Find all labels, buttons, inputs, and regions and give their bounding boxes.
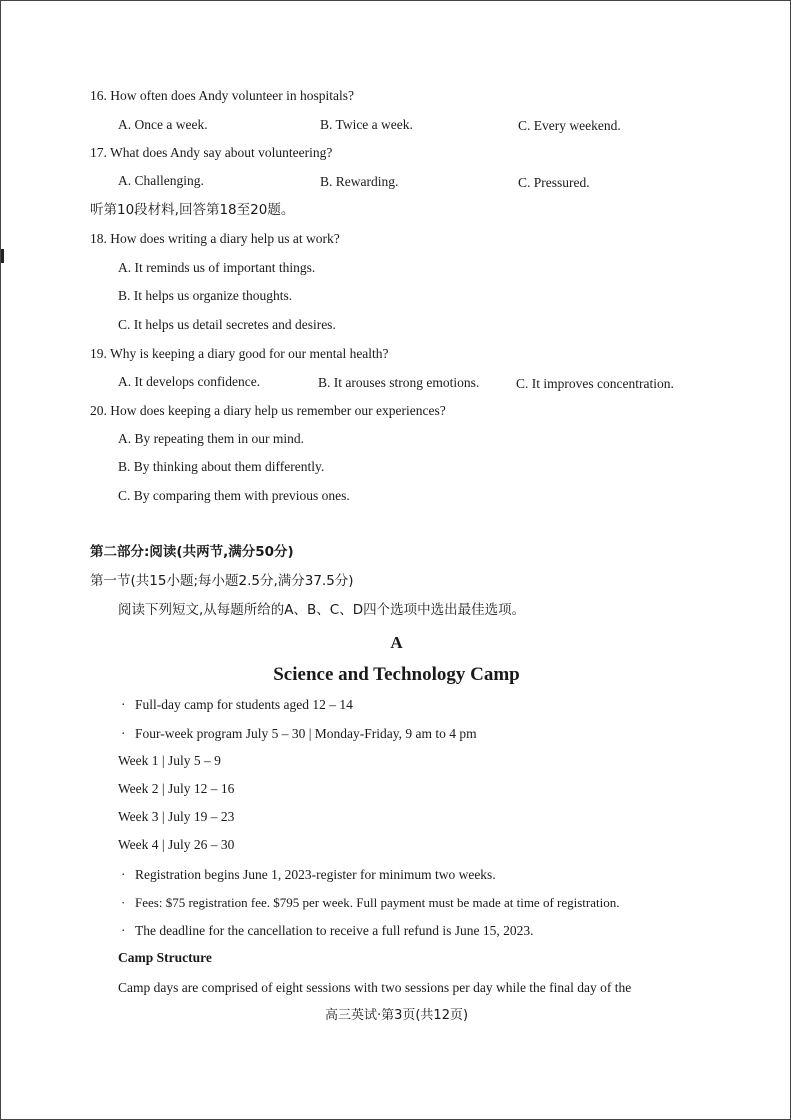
week-schedule-item: Week 2 | July 12 – 16 [118, 781, 235, 796]
week-schedule-item: Week 1 | July 5 – 9 [118, 753, 221, 768]
bullet-text: Full-day camp for students aged 12 – 14 [135, 697, 353, 712]
question-19-option-a: A. It develops confidence. [118, 374, 261, 389]
question-19-option-c: C. It improves concentration. [516, 376, 674, 391]
bullet-text: Four-week program July 5 – 30 | Monday-Friday, 9 am to 4 pm [135, 726, 477, 741]
question-20-option-b: B. By thinking about them differently. [118, 459, 325, 474]
question-17-option-b: B. Rewarding. [320, 174, 399, 189]
question-16-option-a: A. Once a week. [118, 117, 208, 132]
bullet-dot: · [121, 923, 126, 938]
week-schedule-item: Week 3 | July 19 – 23 [118, 809, 235, 824]
bullet-text: The deadline for the cancellation to receive a full refund is June 15, 2023. [135, 923, 534, 938]
bullet-dot: · [121, 867, 126, 882]
bullet-dot: · [121, 697, 126, 712]
part-2-section-1-heading: 第一节(共15小题;每小题2.5分,满分37.5分) [90, 573, 354, 589]
bullet-item [121, 922, 533, 940]
listening-section-10-instruction: 听第10段材料,回答第18至20题。 [90, 202, 295, 218]
camp-structure-heading: Camp Structure [118, 950, 212, 965]
question-20-option-c: C. By comparing them with previous ones. [118, 488, 350, 503]
question-18-option-c: C. It helps us detail secretes and desires. [118, 317, 336, 332]
question-16-option-b: B. Twice a week. [320, 117, 413, 132]
passage-title: Science and Technology Camp [273, 664, 520, 685]
bullet-text: Fees: $75 registration fee. $795 per week. Full payment must be made at time of registration. [135, 895, 620, 910]
question-18-stem: 18. How does writing a diary help us at work? [90, 231, 340, 246]
bullet-item [121, 894, 620, 912]
question-17-option-a: A. Challenging. [118, 173, 204, 188]
page-footer: 高三英试·第3页(共12页) [324, 1008, 469, 1023]
question-19-option-b: B. It arouses strong emotions. [318, 375, 480, 390]
question-18-option-b: B. It helps us organize thoughts. [118, 288, 293, 303]
question-17-stem: 17. What does Andy say about volunteering? [90, 145, 333, 160]
question-20-stem: 20. How does keeping a diary help us remember our experiences? [90, 403, 446, 418]
bullet-item [121, 696, 353, 714]
passage-letter: A [390, 633, 403, 652]
binding-edge-mark [1, 249, 4, 263]
camp-structure-paragraph: Camp days are comprised of eight sessions with two sessions per day while the final day of the [118, 980, 632, 995]
bullet-item [121, 725, 477, 743]
bullet-item [121, 866, 496, 884]
question-19-stem: 19. Why is keeping a diary good for our mental health? [90, 346, 389, 361]
question-18-option-a: A. It reminds us of important things. [118, 260, 316, 275]
reading-instruction: 阅读下列短文,从每题所给的A、B、C、D四个选项中选出最佳选项。 [118, 602, 526, 618]
question-20-option-a: A. By repeating them in our mind. [118, 431, 304, 446]
bullet-dot: · [121, 726, 126, 741]
question-16-option-c: C. Every weekend. [518, 118, 621, 133]
bullet-text: Registration begins June 1, 2023-register for minimum two weeks. [135, 867, 496, 882]
week-schedule-item: Week 4 | July 26 – 30 [118, 837, 235, 852]
bullet-dot: · [121, 895, 126, 910]
part-2-heading: 第二部分:阅读(共两节,满分50分) [90, 544, 294, 560]
question-17-option-c: C. Pressured. [518, 175, 590, 190]
question-16-stem: 16. How often does Andy volunteer in hospitals? [90, 88, 354, 103]
